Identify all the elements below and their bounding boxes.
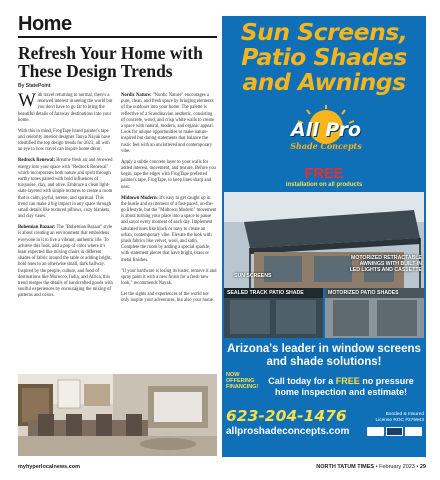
ad-title xyxy=(222,20,426,95)
footer-publication: NORTH TATUM TIMES xyxy=(316,464,375,470)
ad-title-line-3: and Awnings xyxy=(242,68,406,96)
headline-line-1: Refresh Your Home with xyxy=(18,43,203,63)
bbb-badge-icon xyxy=(386,427,403,436)
caption-line: AWNINGS WITH BUILT-IN xyxy=(359,261,422,267)
footer-website: myhyperlocalnews.com xyxy=(18,464,81,470)
interior-photo xyxy=(18,374,217,456)
paragraph: Let the sights and experiences of the world not only inspire your adventures, but also your home. xyxy=(121,292,215,304)
paragraph-text: Breathe fresh air and renewed energy into your space with "Redrock Renewal" which incorporates both nature and spirit through earthy tones paired with bold influences of turquoise, clay, and olive. Embrace a clean light-slate layered with simple textures to create a room that is calm, joyful, serene, and spiritual. This trend can make a big impact in any space through small details like textured pillows, cozy blankets, and clay vases. xyxy=(18,158,113,220)
call-line-1 xyxy=(256,376,426,387)
call-free: FREE xyxy=(335,376,360,386)
footer-date: February 2023 xyxy=(379,464,415,470)
paragraph-lead: Nordic Nature: xyxy=(121,93,152,98)
patio-shades-photo xyxy=(325,288,424,338)
paragraph-text: The "Bohemian Bazaar" style is about creating an environment that emboldens everyone in it to live a vibrant, authentic life. To achieve this look, add a pop of color where it's least expected like mixing chairs in different shades of fabric around the table or adding bright, bold hues to an otherwise small, dark hallway. Inspired by the people, culture, and food of destinations like Morocco, India, and Africa, this trend merges the details of handcrafted goods with soulful experiences by encouraging the mixing of patterns and colors. xyxy=(18,225,113,299)
footer-page-number: 29 xyxy=(419,464,426,470)
footer-bullet: • xyxy=(416,464,419,470)
footer-bullet: • xyxy=(375,464,378,470)
section-rule xyxy=(18,36,217,38)
bonded-line: Bonded & Insured xyxy=(385,412,424,417)
paragraph xyxy=(18,225,114,299)
ad-title-line-2: Patio Shades xyxy=(241,43,407,71)
paragraph-lead: Redrock Renewal: xyxy=(18,158,56,164)
drop-cap: W xyxy=(18,90,36,111)
paragraph-lead: Bohemian Bazaar: xyxy=(18,225,56,231)
headline-line-2: These Design Trends xyxy=(18,61,173,81)
caption-line: MOTORIZED RETRACTABLE xyxy=(351,255,422,261)
website-link[interactable]: allproshadeconcepts.com xyxy=(226,426,350,437)
paragraph-lead: Midtown Modern: xyxy=(121,195,159,201)
payment-card-icon xyxy=(367,427,384,436)
free-label: FREE xyxy=(304,166,344,182)
free-subtitle: installation on all products xyxy=(285,182,363,188)
ad-title-line-1: Sun Screens, xyxy=(240,18,408,46)
leader-line-2: and shade solutions! xyxy=(266,355,382,368)
accredited-badge-icon xyxy=(405,427,422,436)
article-column-1 xyxy=(18,90,114,309)
allpro-logo xyxy=(274,105,378,157)
paragraph: "If your hardware is losing its luster, remove it and spray paint it with a new finish for a fresh new look," recommends Nayak. xyxy=(121,268,217,287)
logo-subtitle: Shade Concepts xyxy=(290,141,362,151)
call-line-2: home inspection and estimate! xyxy=(274,387,408,397)
paragraph: Apply a subtle concrete layer to your walls for added interest, movement, and texture. Before you begin, tape the edges with FrogTape preferred painter's tape, FrogTape, to keep lines sharp and neat. xyxy=(121,159,216,190)
phone-number[interactable]: 623-204-1476 xyxy=(226,407,347,425)
page-footer xyxy=(18,462,426,472)
paragraph: With this in mind, FrogTape brand painter's tape and celebrity interior designer Tanya Nayak have identified the top design trends for 2023, all with an eye to how travel can inspire home décor. xyxy=(18,128,111,153)
call-text: Call today for a xyxy=(268,376,336,386)
advertisement[interactable] xyxy=(222,16,426,457)
leader-text xyxy=(222,343,426,368)
financing-line: FINANCING! xyxy=(226,384,259,391)
financing-badge xyxy=(226,372,259,391)
caption-line: LED LIGHTS AND CASSETTE xyxy=(349,267,422,273)
caption-sealed-track: SEALED TRACK PATIO SHADE xyxy=(227,290,304,296)
badges xyxy=(367,426,424,438)
license-line: License ROC #275943 xyxy=(375,418,424,423)
financing-line: NOW xyxy=(226,372,240,378)
license-info xyxy=(367,412,424,424)
paragraph xyxy=(18,158,114,220)
paragraph-text: "Nordic Nature" encourages a pure, clean, and fresh space by bringing elements of the outdoors into your home. The palette is reflective of a Scandinavian aesthetic, consisting of concrete, wood, and crisp white walls to create a space with natural, modern, and organic appeal. Look for unique opportunities to make nature-inspired but daring statements that balance the rustic feel with an uncluttered and contemporary vibe. xyxy=(121,93,214,154)
paragraph xyxy=(18,90,114,124)
leader-line-1: Arizona's leader in window screens xyxy=(227,343,421,355)
caption-motorized-awnings xyxy=(340,255,422,273)
article-columns xyxy=(18,90,217,309)
paragraph-text: ith travel returning to normal, there's a renewed interest in seeing the world but you don't have to go far to bring the beautiful details of faraway destinations into your home. xyxy=(18,93,113,123)
logo-wordmark: All Pro xyxy=(290,119,362,141)
byline: By StatePoint xyxy=(18,83,51,89)
sealed-track-photo xyxy=(224,288,323,338)
awning-photo xyxy=(224,192,424,288)
article-headline xyxy=(18,44,217,80)
call-text: no pressure xyxy=(359,376,414,386)
financing-line: OFFERING xyxy=(226,378,255,385)
paragraph xyxy=(121,196,217,264)
caption-sun-screens: SUN SCREENS xyxy=(234,273,272,279)
call-to-action xyxy=(256,376,426,398)
caption-patio-shades: MOTORIZED PATIO SHADES xyxy=(328,290,399,296)
article-column-2 xyxy=(121,93,217,309)
paragraph-text: It's easy to get caught up in the hustle and excitement of a fast-paced, on-the-go lifestyle, but the "Midtown Modern" movement is about turning your place into a space to pause and savor every moment of each day. Implement saturated hues like black or navy to create an urban, contemporary vibe. Elevate the look with plush fabrics like velvet, wool, and satin. Complete the room by adding a special sparkle, with statement pieces that have bright, brass or metal finishes. xyxy=(121,195,217,263)
shade-photos-row xyxy=(224,288,424,338)
interior-photo-image xyxy=(18,374,217,456)
section-heading: Home xyxy=(18,14,72,35)
paragraph xyxy=(121,93,217,155)
footer-publication-info xyxy=(316,464,426,470)
